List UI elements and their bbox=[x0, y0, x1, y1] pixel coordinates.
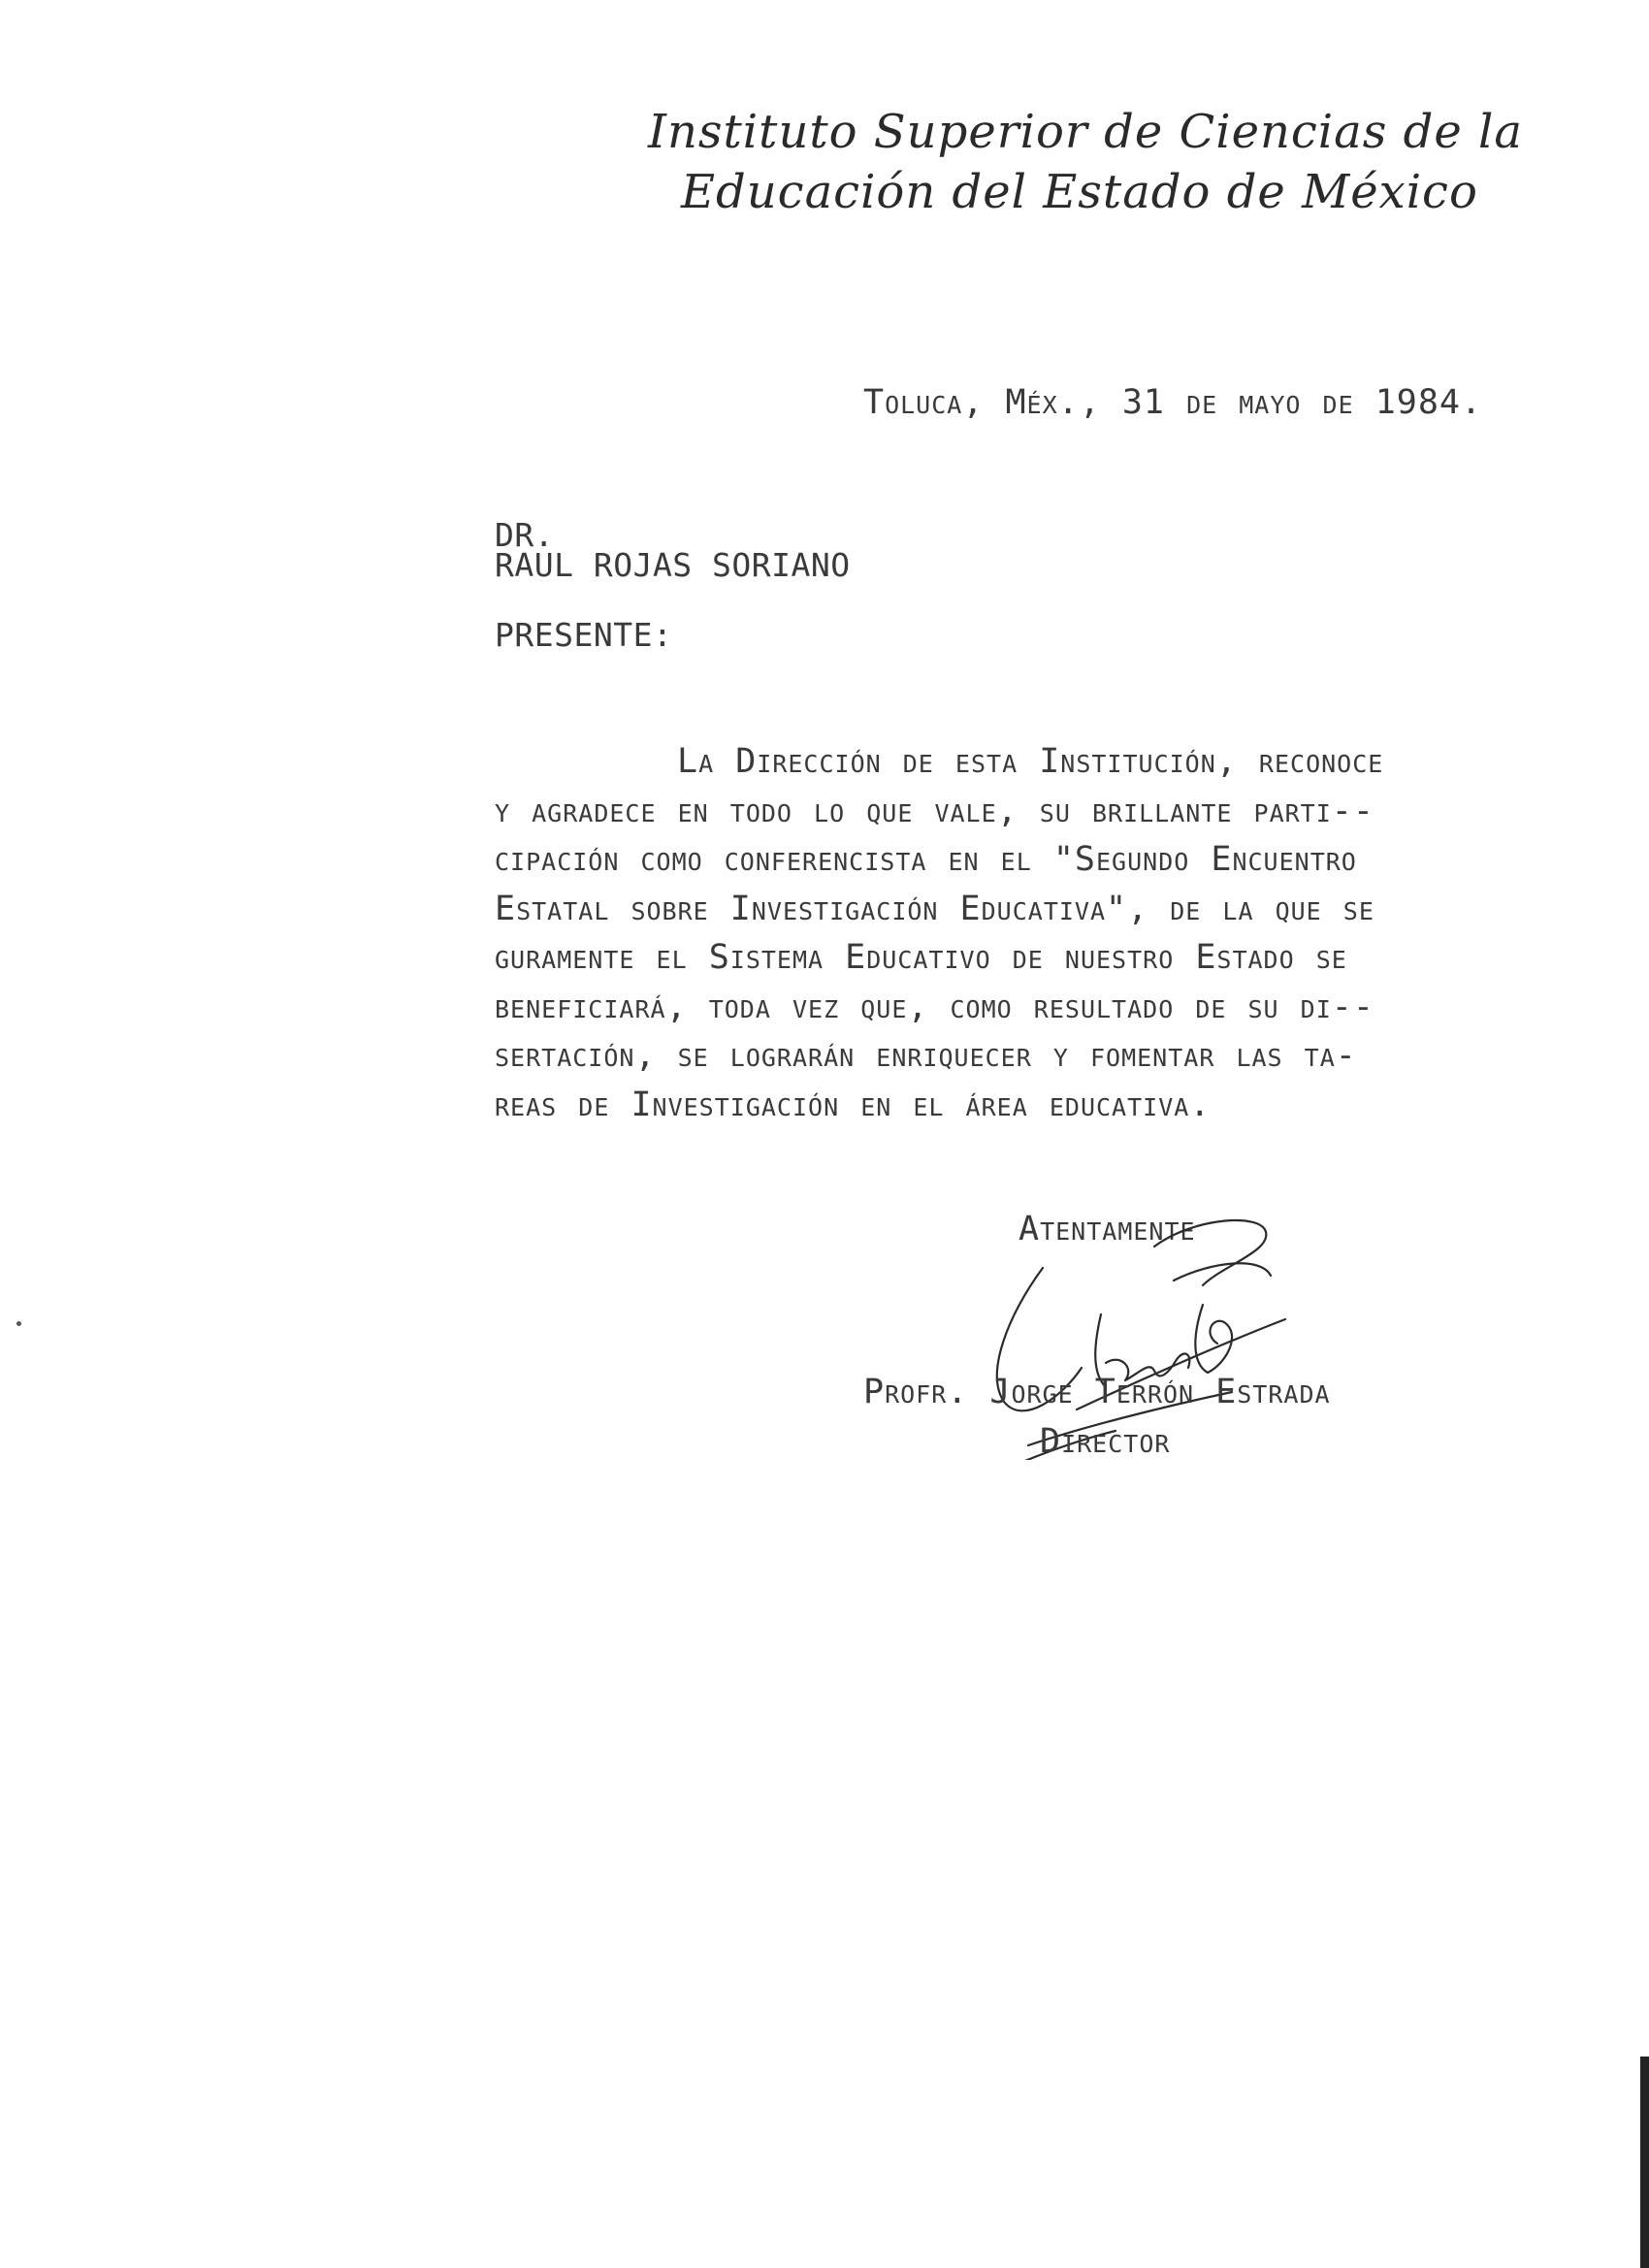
body-line: guramente el Sistema Educativo de nuestro Estado se bbox=[495, 938, 1347, 977]
letterhead-line-2: Educación del Estado de México bbox=[681, 165, 1478, 219]
body-line: sertación, se lograrán enriquecer y fomentar las ta- bbox=[495, 1036, 1357, 1075]
salutation: PRESENTE: bbox=[495, 616, 673, 654]
letter-body bbox=[495, 737, 1523, 1129]
body-line: beneficiará, toda vez que, como resultado de su di-- bbox=[495, 987, 1374, 1026]
body-line: y agradece en todo lo que vale, su brillante parti-- bbox=[495, 791, 1374, 830]
body-line: La Dirección de esta Institución, reconoce bbox=[677, 742, 1384, 781]
date-line: Toluca, Méx., 31 de mayo de 1984. bbox=[863, 383, 1483, 422]
paper-speck bbox=[16, 1321, 21, 1326]
letterhead-line-1: Instituto Superior de Ciencias de la bbox=[648, 105, 1524, 159]
scan-edge-shadow bbox=[1640, 2057, 1649, 2268]
body-line: Estatal sobre Investigación Educativa", de la que se bbox=[495, 889, 1374, 928]
signer-role: Director bbox=[1040, 1422, 1171, 1461]
signer-name: Profr. Jorge Terrón Estrada bbox=[863, 1373, 1331, 1411]
body-line: reas de Investigación en el área educativa. bbox=[495, 1085, 1212, 1124]
recipient-name: RAUL ROJAS SORIANO bbox=[495, 546, 851, 584]
closing: Atentamente bbox=[1018, 1210, 1196, 1248]
body-line: cipación como conferencista en el "Segundo Encuentro bbox=[495, 840, 1357, 879]
recipient-title: DR. bbox=[495, 516, 555, 554]
